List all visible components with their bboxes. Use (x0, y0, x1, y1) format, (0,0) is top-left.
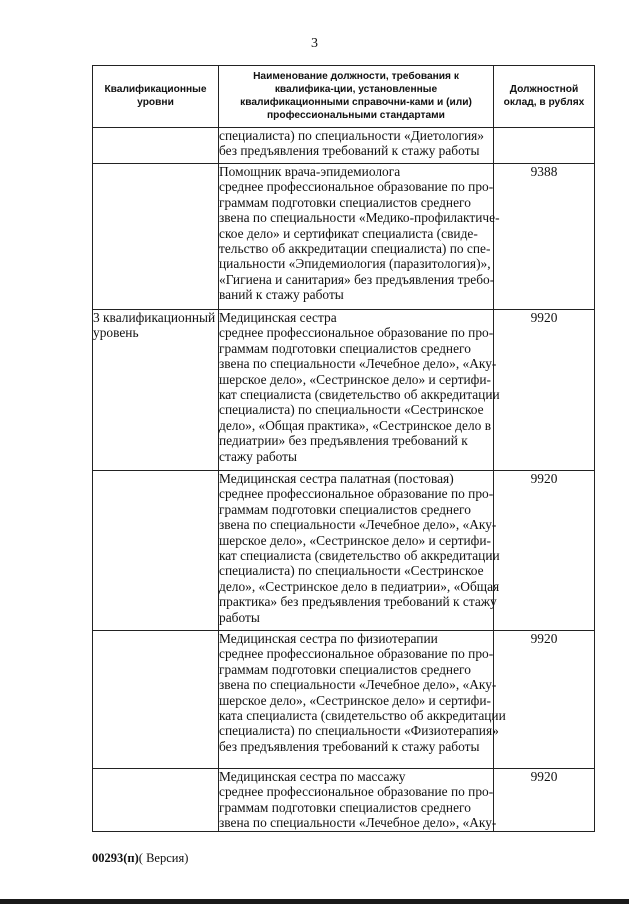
level-cell: 3 квалификационный уровень (93, 310, 219, 471)
position-line: среднее профессиональное образование по про- (219, 646, 494, 662)
position-line: звена по специальности «Лечебное дело», «Аку- (219, 677, 497, 693)
position-line: граммам подготовки специалистов среднего (219, 194, 471, 210)
salary-cell (494, 128, 595, 164)
position-line: практика» без предъявления требований к стажу (219, 594, 497, 610)
qualification-table (92, 65, 595, 832)
position-title: Медицинская сестра по физиотерапии (219, 631, 438, 646)
position-line: среднее профессиональное образование по про- (219, 784, 494, 800)
table-row (93, 128, 595, 164)
position-line: тельство об аккредитации специалиста) по спе- (219, 241, 491, 257)
header-position: Наименование должности, требования к квалифика-ции, установленные квалификационными справочни-ками и (или) профессиональными стандартами (219, 66, 494, 128)
position-cell (219, 164, 500, 310)
position-line: стажу работы (219, 448, 298, 464)
position-line: граммам подготовки специалистов среднего (219, 340, 471, 356)
position-line: кат специалиста (свидетельство об аккредитации (219, 548, 500, 564)
position-line: звена по специальности «Лечебное дело», «Аку- (219, 356, 497, 372)
position-line: работы (219, 609, 260, 625)
level-cell (93, 631, 219, 769)
position-line: граммам подготовки специалистов среднего (219, 501, 471, 517)
position-cell (219, 310, 500, 471)
position-line: специалиста) по специальности «Сестринское (219, 563, 484, 579)
position-line: шерское дело», «Сестринское дело» и сертифи- (219, 371, 491, 387)
position-line: без предъявления требований к стажу работы (219, 143, 480, 159)
position-line: ское дело» и сертификат специалиста (свиде- (219, 225, 478, 241)
position-title: Медицинская сестра (219, 310, 337, 325)
table-row (93, 310, 595, 471)
table-row (93, 631, 595, 769)
header-level: Квалификационные уровни (93, 66, 219, 128)
level-cell (93, 471, 219, 631)
position-line: среднее профессиональное образование по про- (219, 325, 494, 341)
document-code (92, 851, 188, 866)
position-line: циальности «Эпидемиология (паразитология)», (219, 256, 491, 272)
table-header-row (93, 66, 595, 128)
level-cell (93, 164, 219, 310)
page-number: 3 (311, 36, 318, 51)
position-cell (219, 769, 497, 832)
position-line: ката специалиста (свидетельство об аккредитации (219, 708, 506, 724)
position-line: ваний к стажу работы (219, 287, 344, 303)
document-number: 00293(п) (92, 851, 139, 865)
table-row (93, 471, 595, 631)
salary-cell: 9920 (494, 769, 595, 832)
position-line: специалиста) по специальности «Сестринское (219, 402, 484, 418)
position-line: дело», «Общая практика», «Сестринское дело в (219, 417, 492, 433)
position-line: дело», «Сестринское дело в педиатрии», «Общая (219, 578, 500, 594)
position-line: «Гигиена и санитария» без предъявления требо- (219, 271, 495, 287)
position-line: звена по специальности «Медико-профилактиче- (219, 210, 500, 226)
table-row (93, 164, 595, 310)
position-cell (219, 471, 500, 631)
position-line: звена по специальности «Лечебное дело», «Аку- (219, 517, 497, 533)
document-version: ( Версия) (138, 851, 189, 865)
position-line: специалиста) по специальности «Физиотерапия» (219, 723, 499, 739)
salary-cell: 9920 (494, 310, 595, 471)
scan-bottom-edge (0, 899, 629, 904)
salary-cell: 9388 (494, 164, 595, 310)
table-row (93, 769, 595, 832)
position-line: среднее профессиональное образование по про- (219, 179, 494, 195)
position-line: среднее профессиональное образование по про- (219, 486, 494, 502)
position-line: педиатрии» без предъявления требований к (219, 433, 468, 449)
position-line: граммам подготовки специалистов среднего (219, 661, 471, 677)
position-line: звена по специальности «Лечебное дело», «Аку- (219, 815, 497, 831)
position-line: специалиста) по специальности «Диетология» (219, 128, 484, 143)
header-salary: Должностной оклад, в рублях (494, 66, 595, 128)
position-line: без предъявления требований к стажу работы (219, 738, 480, 754)
salary-cell: 9920 (494, 471, 595, 631)
position-line: граммам подготовки специалистов среднего (219, 799, 471, 815)
position-title: Медицинская сестра палатная (постовая) (219, 471, 454, 486)
position-line: кат специалиста (свидетельство об аккредитации (219, 387, 500, 403)
position-title: Помощник врача-эпидемиолога (219, 164, 401, 179)
level-cell (93, 128, 219, 164)
position-title: Медицинская сестра по массажу (219, 769, 406, 784)
position-line: шерское дело», «Сестринское дело» и сертифи- (219, 532, 491, 548)
position-cell (219, 128, 494, 164)
position-line: шерское дело», «Сестринское дело» и сертифи- (219, 692, 491, 708)
level-cell (93, 769, 219, 832)
salary-cell: 9920 (494, 631, 595, 769)
position-cell (219, 631, 506, 769)
